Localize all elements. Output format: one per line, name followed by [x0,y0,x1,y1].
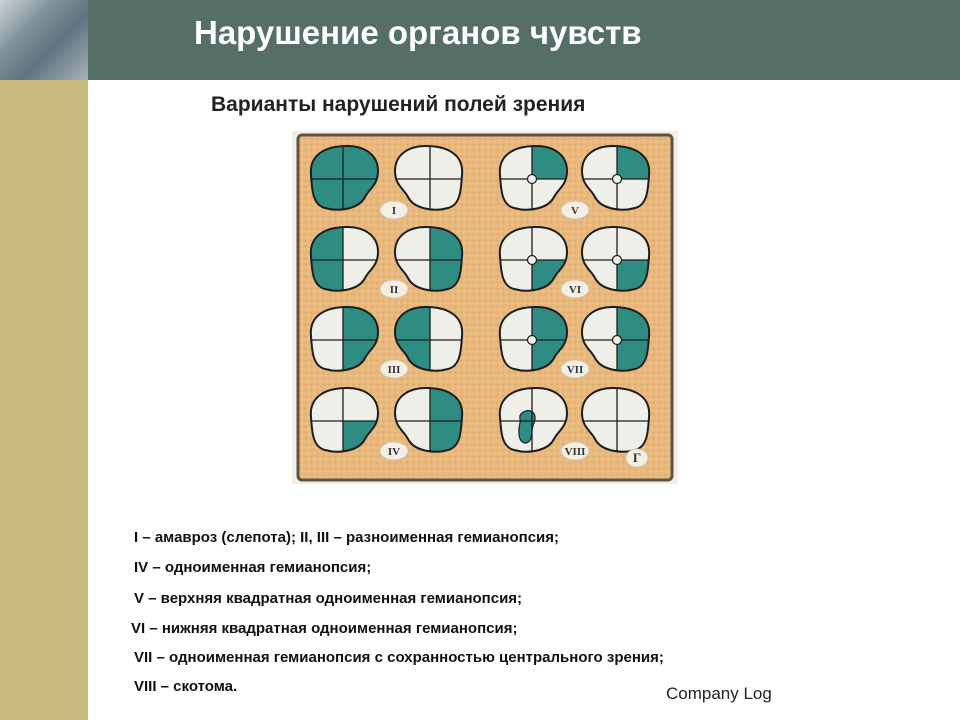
figure-label: I [391,205,397,217]
legend-line-4: VI – нижняя квадратная одноименная гемианопсия; [131,620,518,637]
legend-line-5: VII – одноименная гемианопсия с сохранностью центрального зрения; [134,649,664,666]
figure-label: Г [632,450,642,465]
figure-label: V [571,205,579,217]
left-decor-bar [0,80,88,720]
figure-label: IV [387,446,401,458]
legend-line-6: VIII – скотома. [134,678,238,695]
figure-subtitle: Варианты нарушений полей зрения [211,93,586,116]
figure-label: II [389,284,399,296]
page-title: Нарушение органов чувств [194,14,642,51]
company-logo-text: Company Log [666,684,772,703]
legend-line-3: V – верхняя квадратная одноименная гемианопсия; [134,590,523,607]
figure-label: III [387,364,401,376]
figure-label: VIII [564,446,586,458]
figure-label: VII [566,364,584,376]
visual-field-figure [292,131,678,484]
header-bar [0,0,960,80]
legend-line-2: IV – одноименная гемианопсия; [134,559,372,576]
legend-line-1: I – амавроз (слепота); II, III – разноименная гемианопсия; [134,529,560,546]
header-decor-image [0,0,88,80]
figure-label: VI [568,284,582,296]
